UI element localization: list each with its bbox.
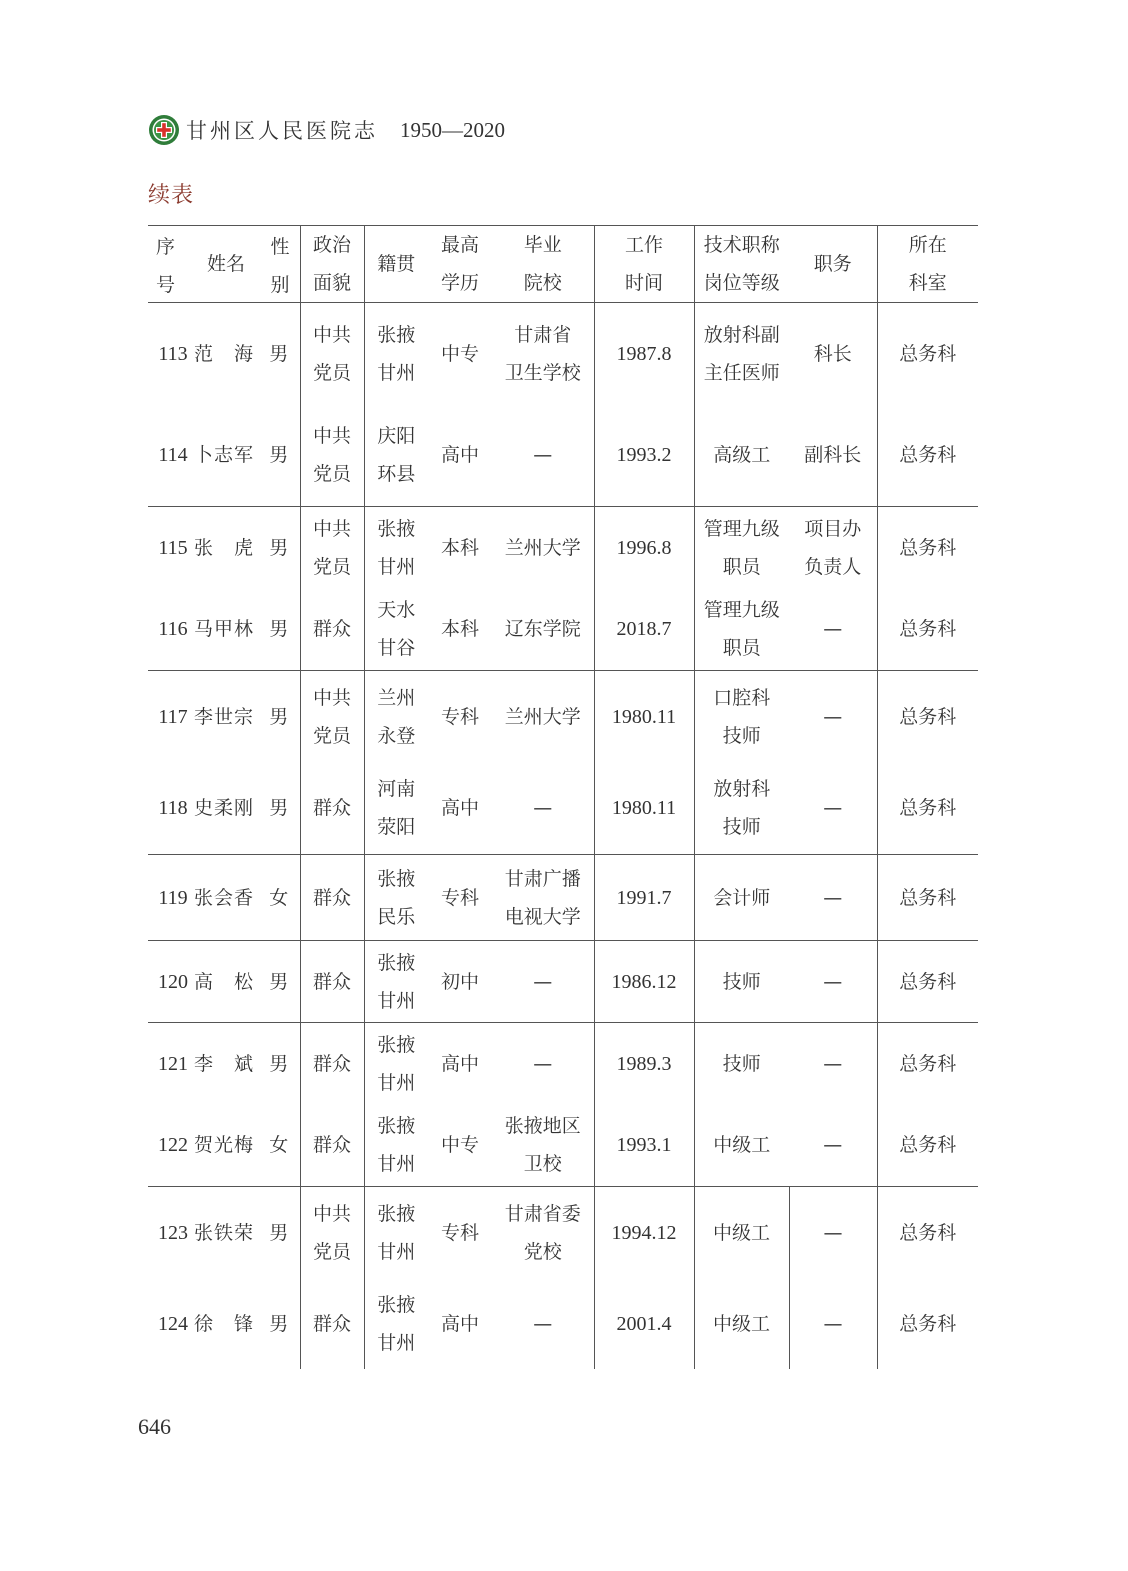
cell-school: 辽东学院 (504, 618, 581, 641)
cell-sex: 男 (269, 705, 289, 728)
cell-duty: — (823, 797, 843, 820)
cell-origin: 天水 甘谷 (364, 589, 428, 671)
cell-department: 总务科 (877, 855, 978, 941)
cell-title: 高级工 (694, 405, 789, 507)
cell-sex: 男 (269, 970, 289, 993)
cell-origin: 兰州 永登 (364, 671, 428, 763)
cell-seq: 123 (158, 1221, 188, 1244)
cell-education: 专科 (440, 886, 479, 909)
cell-work-time: 1987.8 (594, 303, 694, 405)
cell-work-time: 1980.11 (594, 763, 694, 855)
cell-work-time: 2018.7 (594, 589, 694, 671)
cell-party: 中共 党员 (300, 507, 364, 589)
cell-party: 中共 党员 (300, 1187, 364, 1279)
cell-title: 管理九级 职员 (694, 507, 789, 589)
cell-education: 高中 (440, 1312, 479, 1335)
year-range: 1950—2020 (400, 117, 505, 142)
col-header-seq: 序 号 (156, 236, 176, 296)
cell-department: 总务科 (877, 1279, 978, 1369)
cell-department: 总务科 (877, 1023, 978, 1105)
cell-department: 总务科 (877, 589, 978, 671)
col-header-school: 毕业 院校 (523, 234, 562, 294)
cell-school: — (533, 1312, 553, 1335)
table-row (148, 671, 978, 763)
staff-table (148, 225, 978, 1369)
cell-education: 高中 (440, 444, 479, 467)
cell-party: 中共 党员 (300, 303, 364, 405)
cell-title: 中级工 (694, 1105, 789, 1187)
cell-seq: 116 (158, 618, 188, 641)
cell-education: 高中 (440, 1052, 479, 1075)
cell-department: 总务科 (877, 303, 978, 405)
cell-party: 中共 党员 (300, 671, 364, 763)
cell-party: 群众 (300, 941, 364, 1023)
cell-education: 专科 (440, 705, 479, 728)
cell-school: 兰州大学 (504, 536, 581, 559)
cell-origin: 张掖 民乐 (364, 855, 428, 941)
cell-work-time: 1986.12 (594, 941, 694, 1023)
cell-sex: 男 (269, 618, 289, 641)
page-number: 646 (138, 1414, 171, 1439)
cell-title: 放射科副 主任医师 (694, 303, 789, 405)
cell-name: 卜志军 (194, 444, 255, 467)
cell-school: 张掖地区 卫校 (504, 1115, 581, 1176)
hospital-logo-icon (148, 114, 180, 146)
cell-title: 中级工 (694, 1187, 789, 1279)
col-header-party: 政治 面貌 (300, 226, 364, 303)
table-row (148, 303, 978, 405)
cell-sex: 男 (269, 1221, 289, 1244)
cell-education: 中专 (440, 342, 479, 365)
cell-seq: 113 (158, 342, 188, 365)
cell-duty: — (823, 705, 843, 728)
cell-duty: — (823, 1134, 843, 1157)
cell-seq: 119 (158, 886, 188, 909)
cell-title: 口腔科 技师 (694, 671, 789, 763)
table-row (148, 1105, 978, 1187)
table-header-row (148, 226, 978, 303)
table-row (148, 589, 978, 671)
cell-education: 中专 (440, 1134, 479, 1157)
cell-title: 会计师 (694, 855, 789, 941)
table-row (148, 1279, 978, 1369)
cell-origin: 张掖 甘州 (364, 507, 428, 589)
cell-sex: 男 (269, 444, 289, 467)
cell-origin: 张掖 甘州 (364, 1187, 428, 1279)
cell-duty: 科长 (813, 342, 852, 365)
cell-title: 放射科 技师 (694, 763, 789, 855)
col-header-title: 技术职称 岗位等级 (694, 226, 789, 303)
cell-party: 群众 (300, 1023, 364, 1105)
cell-party: 中共 党员 (300, 405, 364, 507)
cell-duty: 副科长 (804, 444, 862, 467)
cell-sex: 男 (269, 342, 289, 365)
cell-name: 范 海 (194, 342, 255, 365)
cell-department: 总务科 (877, 671, 978, 763)
cell-school: 甘肃省委 党校 (504, 1202, 581, 1263)
cell-work-time: 1980.11 (594, 671, 694, 763)
cell-name: 李 斌 (194, 1052, 255, 1075)
cell-seq: 122 (158, 1134, 188, 1157)
cell-origin: 张掖 甘州 (364, 1023, 428, 1105)
cell-title: 管理九级 职员 (694, 589, 789, 671)
cell-seq: 115 (158, 536, 188, 559)
cell-name: 高 松 (194, 970, 255, 993)
cell-work-time: 1989.3 (594, 1023, 694, 1105)
cell-education: 专科 (440, 1221, 479, 1244)
running-header (148, 112, 505, 148)
cell-department: 总务科 (877, 1105, 978, 1187)
book-title: 甘州区人民医院志 (186, 119, 378, 143)
table-row (148, 1023, 978, 1105)
cell-work-time: 1991.7 (594, 855, 694, 941)
cell-name: 张铁荣 (194, 1221, 255, 1244)
table-row (148, 405, 978, 507)
cell-work-time: 2001.4 (594, 1279, 694, 1369)
cell-origin: 张掖 甘州 (364, 941, 428, 1023)
cell-origin: 张掖 甘州 (364, 1105, 428, 1187)
cell-origin: 张掖 甘州 (364, 1279, 428, 1369)
cell-duty: — (823, 1052, 843, 1075)
cell-party: 群众 (300, 589, 364, 671)
table-row (148, 941, 978, 1023)
cell-education: 初中 (440, 970, 479, 993)
cell-school: — (533, 1052, 553, 1075)
cell-duty: — (823, 970, 843, 993)
cell-duty: — (823, 886, 843, 909)
cell-title: 技师 (694, 1023, 789, 1105)
cell-sex: 女 (269, 886, 289, 909)
col-header-origin: 籍贯 (364, 226, 428, 303)
cell-name: 张 虎 (194, 536, 255, 559)
cell-work-time: 1993.1 (594, 1105, 694, 1187)
cell-duty: — (789, 1187, 877, 1279)
cell-department: 总务科 (877, 405, 978, 507)
cell-school: 兰州大学 (504, 705, 581, 728)
cell-school: 甘肃省 卫生学校 (504, 323, 581, 384)
cell-school: — (533, 970, 553, 993)
cell-work-time: 1994.12 (594, 1187, 694, 1279)
cell-origin: 张掖 甘州 (364, 303, 428, 405)
cell-education: 本科 (440, 536, 479, 559)
col-header-work-time: 工作 时间 (594, 226, 694, 303)
cell-school: — (533, 444, 553, 467)
cell-name: 徐 锋 (194, 1312, 255, 1335)
cell-sex: 男 (269, 1312, 289, 1335)
cell-school: — (533, 797, 553, 820)
cell-seq: 120 (158, 970, 188, 993)
table-row (148, 855, 978, 941)
cell-department: 总务科 (877, 763, 978, 855)
cell-sex: 男 (269, 1052, 289, 1075)
cell-department: 总务科 (877, 507, 978, 589)
col-header-education: 最高 学历 (440, 234, 479, 294)
cell-duty: — (789, 1279, 877, 1369)
cell-title: 技师 (694, 941, 789, 1023)
cell-origin: 庆阳 环县 (364, 405, 428, 507)
cell-seq: 117 (158, 705, 188, 728)
cell-work-time: 1996.8 (594, 507, 694, 589)
cell-name: 张会香 (194, 886, 255, 909)
cell-seq: 124 (158, 1312, 188, 1335)
cell-name: 史柔刚 (194, 797, 255, 820)
col-header-name: 姓名 (206, 253, 245, 275)
cell-work-time: 1993.2 (594, 405, 694, 507)
col-header-sex: 性 别 (270, 236, 290, 296)
col-header-duty: 职务 (813, 253, 852, 275)
cell-seq: 118 (158, 797, 188, 820)
cell-party: 群众 (300, 763, 364, 855)
cell-sex: 男 (269, 536, 289, 559)
cell-seq: 121 (158, 1052, 188, 1075)
table-row (148, 763, 978, 855)
cell-school: 甘肃广播 电视大学 (504, 867, 581, 928)
cell-duty: 项目办 负责人 (804, 517, 862, 578)
cell-party: 群众 (300, 1105, 364, 1187)
cell-education: 高中 (440, 797, 479, 820)
col-header-department: 所在 科室 (877, 226, 978, 303)
cell-sex: 男 (269, 797, 289, 820)
cell-name: 马甲林 (194, 618, 255, 641)
cell-seq: 114 (158, 444, 188, 467)
cell-name: 贺光梅 (194, 1134, 255, 1157)
cell-name: 李世宗 (194, 705, 255, 728)
cell-sex: 女 (269, 1134, 289, 1157)
cell-origin: 河南 荥阳 (364, 763, 428, 855)
cell-department: 总务科 (877, 1187, 978, 1279)
cell-duty: — (823, 618, 843, 641)
cell-party: 群众 (300, 1279, 364, 1369)
continued-label: 续表 (148, 183, 195, 208)
cell-department: 总务科 (877, 941, 978, 1023)
cell-education: 本科 (440, 618, 479, 641)
table-row (148, 1187, 978, 1279)
table-row (148, 507, 978, 589)
cell-title: 中级工 (694, 1279, 789, 1369)
cell-party: 群众 (300, 855, 364, 941)
